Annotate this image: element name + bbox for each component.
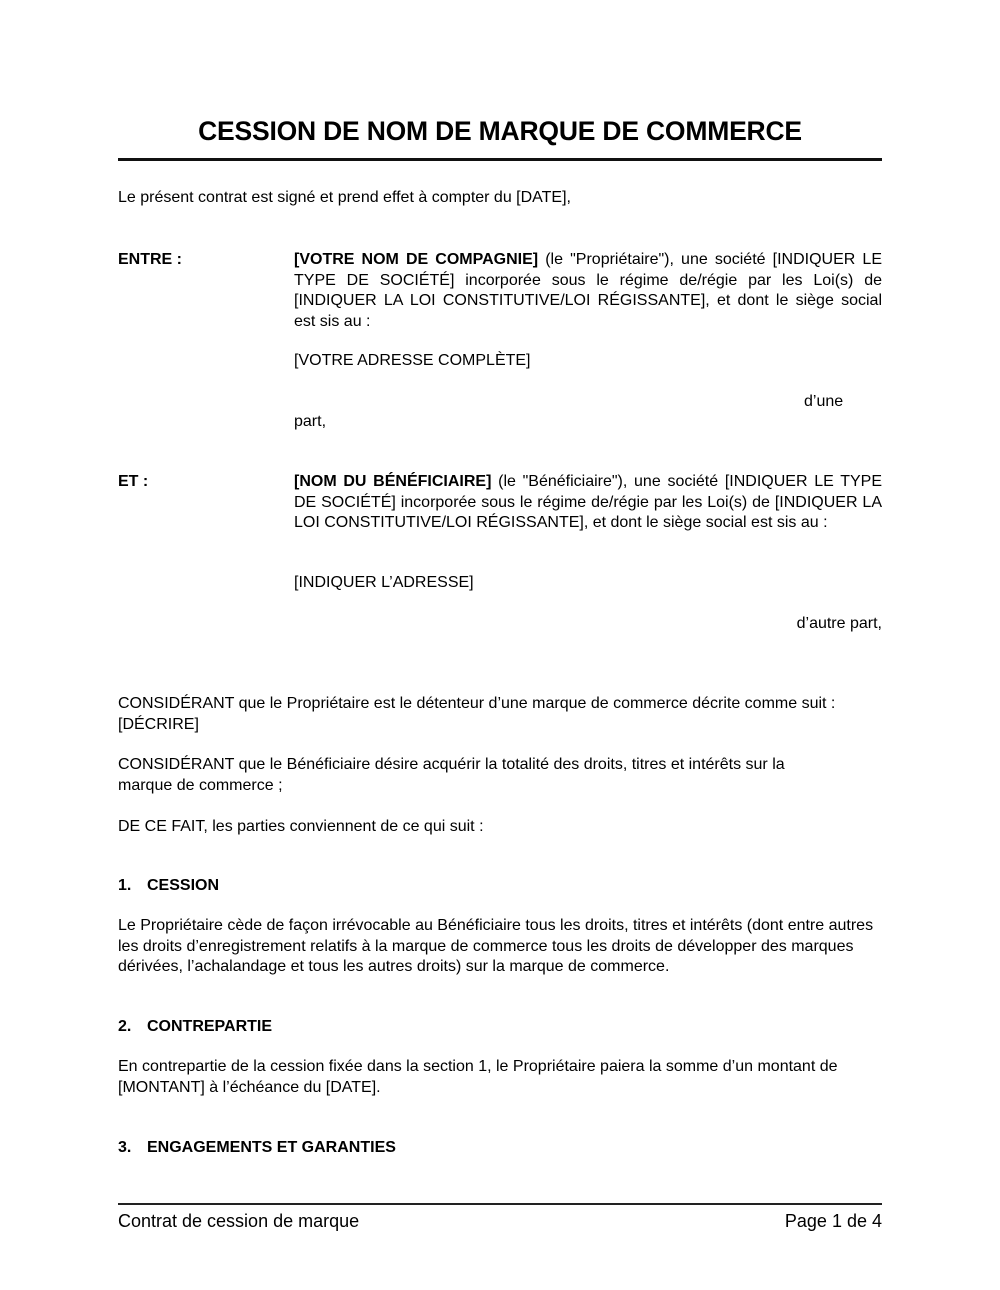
section-2-body: En contrepartie de la cession fixée dans la section 1, le Propriétaire paiera la somme d’un montant de [MONTANT] à l’échéance du [DATE].: [118, 1058, 838, 1096]
party-1-closing-1: d’une: [804, 393, 844, 410]
section-1-number: 1.: [118, 877, 132, 894]
party-1-address: [VOTRE ADRESSE COMPLÈTE]: [294, 352, 531, 369]
footer-page-number: Page 1 de 4: [784, 1211, 882, 1231]
section-1-heading: [118, 876, 219, 897]
party-2-closing: d’autre part,: [796, 615, 882, 632]
recital-2: CONSIDÉRANT que le Bénéficiaire désire acquérir la totalité des droits, titres et intérêts sur la marque de commerce ;: [118, 756, 785, 794]
section-2-heading: [118, 1017, 272, 1038]
footer-divider: [118, 1203, 882, 1205]
section-1-title: CESSION: [147, 877, 220, 894]
party-2-name: [NOM DU BÉNÉFICIAIRE]: [294, 473, 492, 490]
intro-paragraph: Le présent contrat est signé et prend effet à compter du [DATE],: [118, 189, 571, 206]
document-title: CESSION DE NOM DE MARQUE DE COMMERCE: [198, 116, 802, 146]
party-1-name: [VOTRE NOM DE COMPAGNIE]: [294, 251, 539, 268]
party-1-label: ENTRE :: [118, 251, 182, 268]
section-3-heading: [118, 1138, 396, 1159]
party-2-label: ET :: [118, 473, 149, 490]
party-2-text: (le "Bénéficiaire"), une société [INDIQUER LE TYPE DE SOCIÉTÉ] incorporée sous le régime de/régie par les Loi(s) de [INDIQUER LA LOI CONSTITUTIVE/LOI RÉGISSANTE], et dont le siège social est sis au :: [294, 473, 882, 531]
party-2-description: [294, 472, 882, 534]
party-1-text: (le "Propriétaire"), une société [INDIQUER LE TYPE DE SOCIÉTÉ] incorporée sous le régime de/régie par les Loi(s) de [INDIQUER LA LOI CONSTITUTIVE/LOI RÉGISSANTE], et dont le siège social est sis au :: [294, 251, 882, 330]
footer-document-name: Contrat de cession de marque: [118, 1211, 360, 1231]
recital-1: CONSIDÉRANT que le Propriétaire est le détenteur d’une marque de commerce décrite comme suit : [DÉCRIRE]: [118, 695, 836, 733]
section-2-number: 2.: [118, 1018, 132, 1035]
section-3-title: ENGAGEMENTS ET GARANTIES: [147, 1139, 396, 1156]
party-1-description: [294, 250, 882, 332]
section-1-body: Le Propriétaire cède de façon irrévocable au Bénéficiaire tous les droits, titres et intérêts (dont entre autres les droits d’enregistrement relatifs à la marque de commerce tous les droits de développer des marques dérivées, l’achalandage et tous les autres droits) sur la marque de commerce.: [118, 917, 874, 975]
section-3-number: 3.: [118, 1139, 132, 1156]
party-2-address: [INDIQUER L’ADRESSE]: [294, 574, 474, 591]
title-divider: [118, 158, 882, 161]
recital-3: DE CE FAIT, les parties conviennent de ce qui suit :: [118, 818, 484, 835]
section-2-title: CONTREPARTIE: [147, 1018, 273, 1035]
party-1-closing-2: part,: [294, 413, 327, 430]
